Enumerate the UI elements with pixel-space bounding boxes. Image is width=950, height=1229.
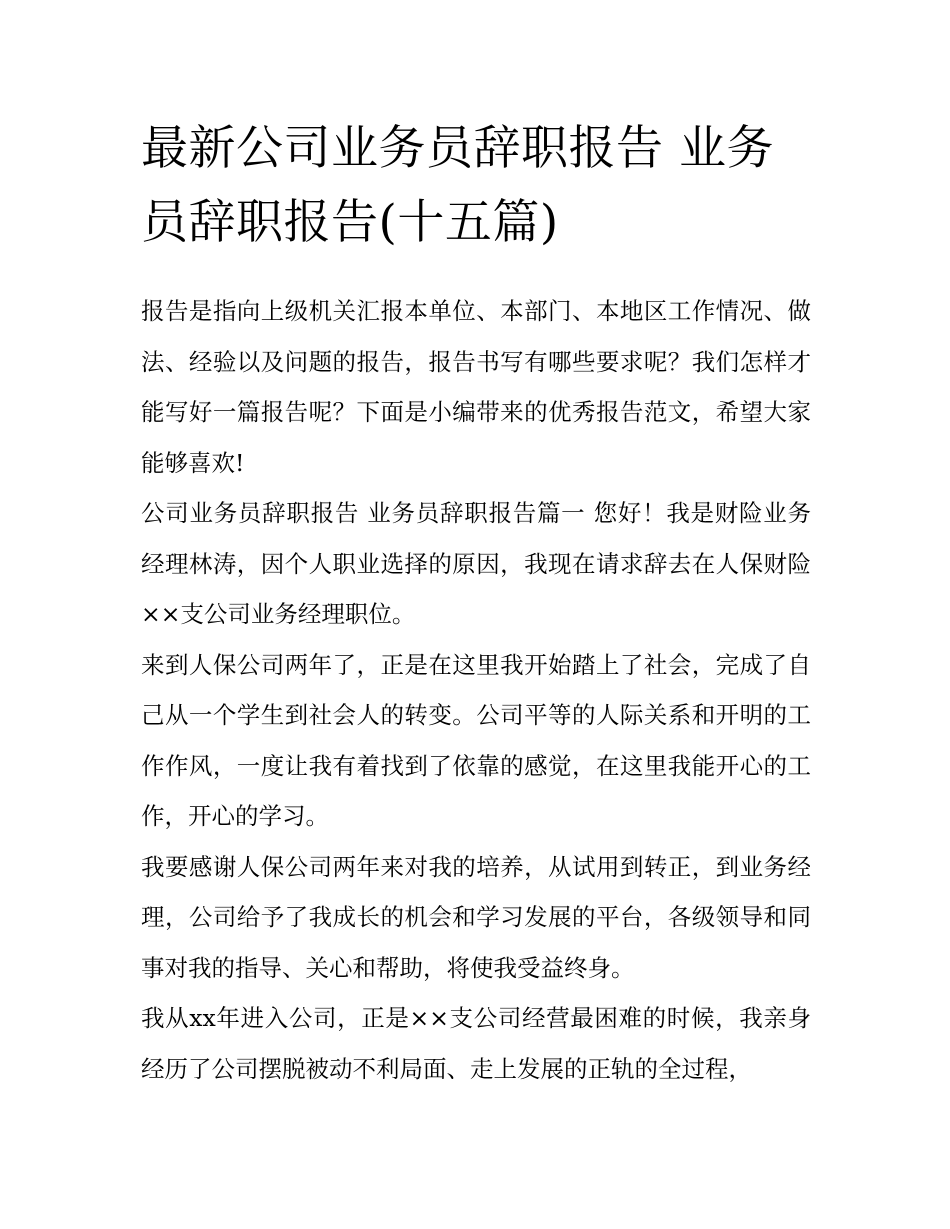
paragraph-two-years: 来到人保公司两年了，正是在这里我开始踏上了社会，完成了自己从一个学生到社会人的转变。公司平等的人际关系和开明的工作作风，一度让我有着找到了依靠的感觉，在这里我能开心的工作，开心的学习。 — [141, 650, 811, 830]
document-title: 最新公司业务员辞职报告 业务员辞职报告(十五篇) — [141, 121, 774, 250]
paragraph-resignation-opening: 公司业务员辞职报告 业务员辞职报告篇一 您好！我是财险业务经理林涛，因个人职业选择的原因，我现在请求辞去在人保财险××支公司业务经理职位。 — [141, 499, 811, 628]
paragraph-gratitude: 我要感谢人保公司两年来对我的培养，从试用到转正，到业务经理，公司给予了我成长的机会和学习发展的平台，各级领导和同事对我的指导、关心和帮助，将使我受益终身。 — [141, 852, 811, 982]
paragraph-intro: 报告是指向上级机关汇报本单位、本部门、本地区工作情况、做法、经验以及问题的报告，报告书写有哪些要求呢？我们怎样才能写好一篇报告呢？下面是小编带来的优秀报告范文，希望大家能够喜欢! — [141, 297, 811, 477]
paragraph-experience: 我从xx年进入公司，正是××支公司经营最困难的时候，我亲身经历了公司摆脱被动不利局面、走上发展的正轨的全过程， — [141, 1004, 811, 1083]
